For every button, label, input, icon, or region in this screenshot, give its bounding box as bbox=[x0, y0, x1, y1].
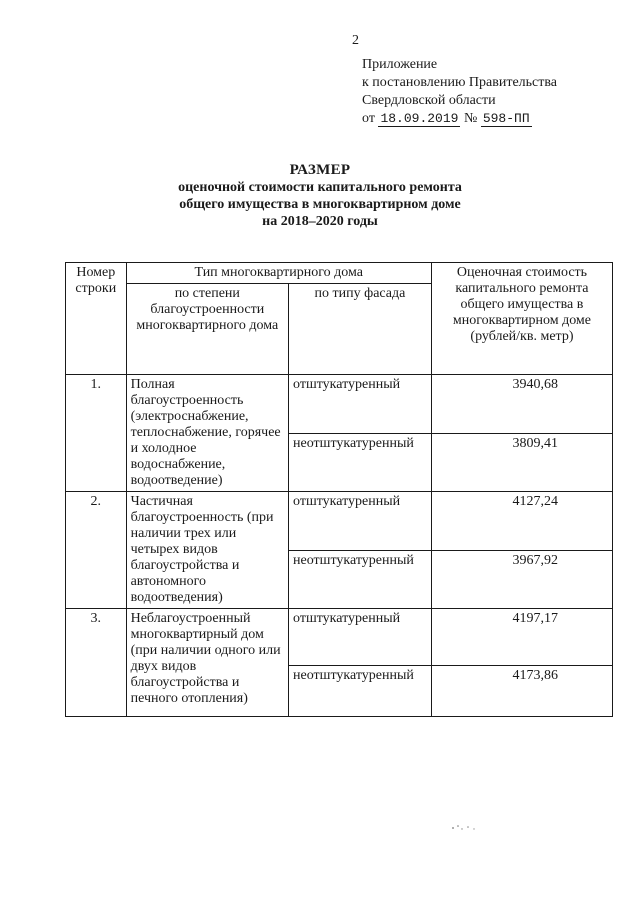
appendix-line-2: к постановлению Правительства bbox=[362, 75, 558, 90]
cost-table bbox=[65, 262, 613, 717]
row-facade: отштукатуренный bbox=[289, 375, 432, 434]
row-cost: 4197,17 bbox=[431, 609, 612, 666]
row-facade: отштукатуренный bbox=[289, 492, 432, 551]
row-cost: 3967,92 bbox=[431, 550, 612, 609]
document-title bbox=[0, 162, 640, 230]
header-cost: Оценочная стоимость капитального ремонта общего имущества в многоквартирном доме (рублей/кв. метр) bbox=[431, 263, 612, 375]
title-line-4: на 2018–2020 годы bbox=[262, 214, 378, 229]
row-facade: отштукатуренный bbox=[289, 609, 432, 666]
row-number: 1. bbox=[66, 375, 127, 492]
appendix-line-3: Свердловской области bbox=[362, 93, 496, 108]
table-row bbox=[66, 492, 613, 551]
row-number: 2. bbox=[66, 492, 127, 609]
page-number: 2 bbox=[352, 33, 359, 48]
row-comfort: Частичная благоустроенность (при наличии трех или четырех видов благоустройства и автономного водоотведения) bbox=[126, 492, 288, 609]
row-cost: 3809,41 bbox=[431, 433, 612, 492]
row-facade: неотштукатуренный bbox=[289, 433, 432, 492]
table-row bbox=[66, 375, 613, 434]
row-cost: 3940,68 bbox=[431, 375, 612, 434]
row-comfort: Неблагоустроенный многоквартирный дом (при наличии одного или двух видов благоустройства и печного отопления) bbox=[126, 609, 288, 717]
title-line-3: общего имущества в многоквартирном доме bbox=[179, 197, 461, 212]
row-cost: 4173,86 bbox=[431, 666, 612, 717]
appendix-date-line bbox=[362, 110, 557, 128]
row-number: 3. bbox=[66, 609, 127, 717]
table-row bbox=[66, 609, 613, 666]
header-by-comfort: по степени благоустроенности многоквартирного дома bbox=[126, 284, 288, 375]
row-cost: 4127,24 bbox=[431, 492, 612, 551]
decree-date: 18.09.2019 bbox=[380, 111, 459, 126]
row-facade: неотштукатуренный bbox=[289, 550, 432, 609]
row-comfort: Полная благоустроенность (электроснабжение, теплоснабжение, горячее и холодное водоснабжение, водоотведение) bbox=[126, 375, 288, 492]
row-facade: неотштукатуренный bbox=[289, 666, 432, 717]
decree-number: 598-ПП bbox=[482, 111, 530, 126]
header-row-number: Номер строки bbox=[66, 263, 127, 375]
table-header-row bbox=[66, 263, 613, 284]
title-main: РАЗМЕР bbox=[289, 162, 351, 178]
appendix-note bbox=[362, 56, 557, 128]
appendix-line-1: Приложение bbox=[362, 57, 438, 72]
number-prefix: № bbox=[463, 111, 478, 126]
scan-speck-mark bbox=[450, 822, 478, 834]
date-prefix: от bbox=[362, 111, 375, 126]
title-line-2: оценочной стоимости капитального ремонта bbox=[178, 180, 462, 195]
header-by-facade: по типу фасада bbox=[289, 284, 432, 375]
header-house-type: Тип многоквартирного дома bbox=[126, 263, 431, 284]
